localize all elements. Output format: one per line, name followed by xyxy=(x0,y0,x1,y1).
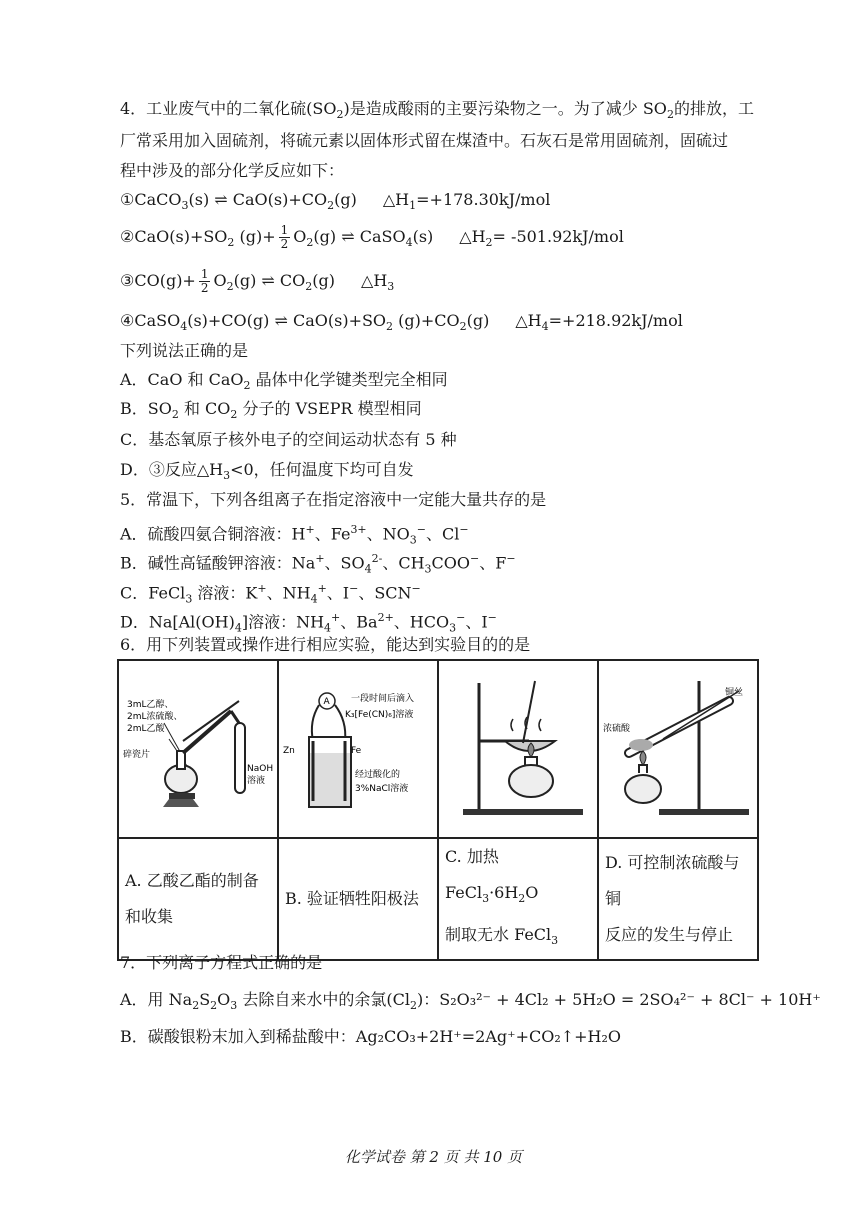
figure-b-cell xyxy=(278,660,438,838)
sacrificial-anode-figure xyxy=(279,661,437,837)
fig-b-label-2: K₃[Fe(CN)₆]溶液 xyxy=(345,710,414,720)
q7-stem: 7．下列离子方程式正确的是 xyxy=(120,953,323,972)
q5-option-d: D．$Na[Al(OH)_4]$溶液：$NH_4^+$、$Ba^{2+}$、$HCO_3^-$、I− xyxy=(120,611,497,635)
q4-reaction-3: ③CO(g)+ $\frac{1}{2}$ $O_2(g)$ ⇌ $CO_2(g)$ $\triangle H_3$ xyxy=(120,267,395,295)
fig-a-label-4: 碎瓷片 xyxy=(123,750,151,760)
q7-a-equation: S₂O₃²⁻ + 4Cl₂ + 5H₂O = 2SO₄²⁻ + 8Cl⁻ + 10H⁺ xyxy=(439,990,821,1009)
ammeter-label: A xyxy=(323,697,330,707)
q4-stem-line1: 4．工业废气中的二氧化硫$(SO_2)$是造成酸雨的主要污染物之一。为了减少 $SO_2$的排放，工 xyxy=(120,99,754,122)
evaporation-figure xyxy=(439,661,597,837)
q4-stem-line3: 程中涉及的部分化学反应如下： xyxy=(120,161,345,180)
caption-a: A. 乙酸乙酯的制备 和收集 xyxy=(118,838,278,960)
fig-b-label-3: 经过酸化的 xyxy=(355,770,401,780)
conc-acid-label: 浓硫酸 xyxy=(603,724,631,734)
fig-a-label-1: 3mL乙醇、 xyxy=(127,700,174,710)
fig-a-label-5: NaOH xyxy=(247,764,274,774)
fig-a-label-3: 2mL乙酸 xyxy=(127,724,165,734)
q5-option-c: C．FeCl$_3$ 溶液：K+、$NH_4^+$、I−、SCN− xyxy=(120,582,421,606)
figure-a-cell xyxy=(118,660,278,838)
caption-d: D. 可控制浓硫酸与铜 反应的发生与停止 xyxy=(598,838,758,960)
copper-acid-figure xyxy=(599,661,757,837)
q5-option-b: B．碱性高锰酸钾溶液：Na+、$SO_4^{2-}$、$CH_3COO^-$、F− xyxy=(120,552,516,576)
fig-a-label-6: 溶液 xyxy=(247,776,266,786)
q6-stem: 6．用下列装置或操作进行相应实验，能达到实验目的的是 xyxy=(120,635,531,654)
fig-a-label-2: 2mL浓硫酸、 xyxy=(127,712,183,722)
esterification-apparatus-figure xyxy=(119,661,277,837)
q4-stem-line2: 厂常采用加入固硫剂，将硫元素以固体形式留在煤渣中。石灰石是常用固硫剂，固硫过 xyxy=(120,131,729,150)
figure-d-cell xyxy=(598,660,758,838)
caption-b: B. 验证牺牲阳极法 xyxy=(278,838,438,960)
q4-reaction-4: ④CaSO$_4$(s)+CO(g) ⇌ $CaO(s)+SO_2$ $(g)+CO_2(g)$ $\triangle H_4=+218.92kJ$/mol xyxy=(120,311,683,334)
q4-reaction-1: ①CaCO$_3$(s) ⇌ $CaO(s)+CO_2(g)$ $\triangle H_1=+178.30kJ$/mol xyxy=(120,190,551,213)
q4-option-d: D．③反应$\triangle H_3<0$，任何温度下均可自发 xyxy=(120,460,414,483)
q4-ask: 下列说法正确的是 xyxy=(120,341,249,360)
page-footer: 化学试卷 第 2 页 共 10 页 xyxy=(344,1148,523,1166)
q7-b-equation: Ag₂CO₃+2H⁺=2Ag⁺+CO₂↑+H₂O xyxy=(355,1027,622,1046)
iron-label: Fe xyxy=(351,746,362,756)
q4-option-b: B．$SO_2$ 和 $CO_2$ 分子的 VSEPR 模型相同 xyxy=(120,399,422,422)
zinc-label: Zn xyxy=(283,746,295,756)
q5-option-a: A．硫酸四氨合铜溶液：H+、$Fe^{3+}$、$NO_3^-$、Cl− xyxy=(120,523,469,547)
caption-c: C. 加热 $FeCl_3\cdot 6H_2O$ 制取无水 FeCl$_3$ xyxy=(438,838,598,960)
figure-c-cell xyxy=(438,660,598,838)
q6-experiment-table xyxy=(117,659,759,961)
half-fraction: $\frac{1}{2}$ xyxy=(200,267,209,295)
q5-stem: 5．常温下，下列各组离子在指定溶液中一定能大量共存的是 xyxy=(120,490,547,509)
half-fraction: $\frac{1}{2}$ xyxy=(280,223,289,251)
q7-option-b: B．碳酸银粉末加入到稀盐酸中：Ag₂CO₃+2H⁺=2Ag⁺+CO₂↑+H₂O xyxy=(120,1027,622,1046)
q7-option-a: A．用 $Na_2S_2O_3$ 去除自来水中的余氯$(Cl_2)$：S₂O₃²⁻ + 4Cl₂ + 5H₂O = 2SO₄²⁻ + 8Cl⁻ + 10H⁺ xyxy=(120,990,821,1013)
q4-reaction-2: $②CaO(s)+SO_2$ (g)+ $\frac{1}{2}$ $O_2(g)$ ⇌ CaSO$_4$(s) $\triangle H_2= -501.92kJ/mol$ xyxy=(120,223,624,251)
copper-wire-label: 铜丝 xyxy=(725,688,744,698)
fig-b-label-1: 一段时间后滴入 xyxy=(351,694,415,704)
fig-b-label-4: 3%NaCl溶液 xyxy=(355,784,409,794)
q4-option-c: C．基态氧原子核外电子的空间运动状态有 5 种 xyxy=(120,430,457,449)
q4-option-a: A．CaO 和 CaO$_2$ 晶体中化学键类型完全相同 xyxy=(120,370,448,393)
